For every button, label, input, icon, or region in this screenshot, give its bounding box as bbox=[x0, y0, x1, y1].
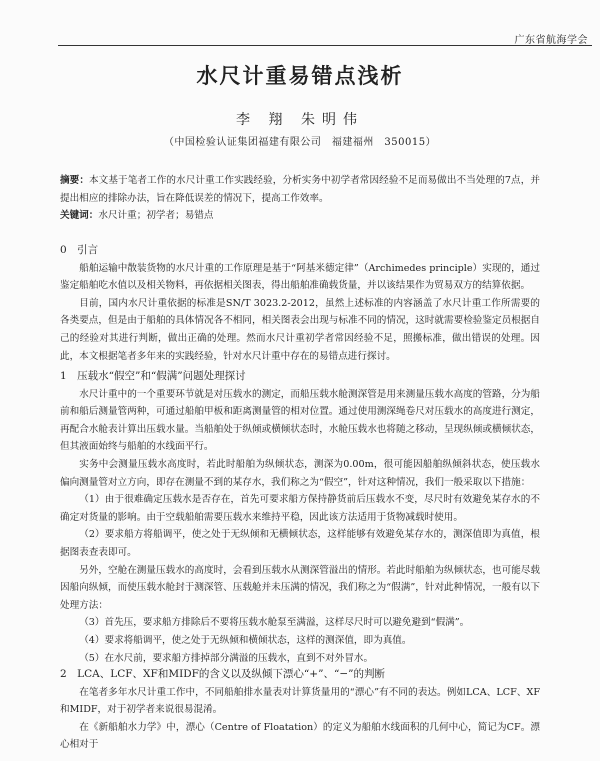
body-section-0 bbox=[60, 242, 540, 365]
paragraph: 另外，空舱在测量压载水的高度时，会看到压载水从测深管溢出的情形。若此时船舶为纵倾状态，也可能尽载因船向纵倾，而使压载水舱封于测深管、压载舱并未压满的情况，我们称之为“假满”，针对此种情况，一般有以下处理方法： bbox=[60, 564, 540, 611]
paragraph: 船舶运输中散装货物的水尺计重的工作原理是基于“阿基米德定律”（Archimedes principle）实现的，通过鉴定船舶吃水值以及相关物料，再依据相关图表，得出船舶准确载货量，并以该结果作为贸易双方的结算依据。 bbox=[60, 262, 540, 292]
paragraph: （4）要求将船调平，使之处于无纵倾和横倾状态，这样的测深值，即为真值。 bbox=[79, 634, 412, 646]
paragraph: 在《新船舶水力学》中，漂心（Centre of Floatation）的定义为船舶水线面积的几何中心，简记为CF。漂心相对于 bbox=[60, 721, 540, 751]
affiliation: （中国检验认证集团福建有限公司 福建福州 350015） bbox=[163, 137, 437, 148]
section-heading: 2 LCA、LCF、XF和MIDF的含义以及纵倾下漂心“+”、“−”的判断 bbox=[60, 668, 385, 680]
abstract-label: 摘要： bbox=[60, 175, 90, 186]
keywords-label: 关键词： bbox=[60, 210, 99, 222]
abstract bbox=[60, 172, 540, 225]
keywords-text: 水尺计重；初学者；易错点 bbox=[98, 210, 214, 222]
paragraph: 水尺计重中的一个重要环节就是对压载水的测定，而船压载水舱测深管是用来测量压载水高度的管路，分为船前和船后测量管两种，可通过船舶甲板和距离测量管的相对位置。通过使用测深绳卷尺对压载水的高度进行测定，再配合水舱表计算出压载水量。当船舶处于纵倾或横倾状态时，水舱压载水也将随之移动，呈现纵倾或横倾状态，但其液面始终与船舶的水线面平行。 bbox=[60, 388, 540, 453]
paragraph: 在笔者多年水尺计重工作中，不同船舶排水量表对计算货量用的“漂心”有不同的表达。例如LCA、LCF、XF和MIDF，对于初学者来说很易混淆。 bbox=[60, 686, 540, 716]
paragraph: 目前，国内水尺计重依据的标准是SN/T 3023.2-2012，虽然上述标准的内容涵盖了水尺计重工作所需要的各类要点，但是由于船舶的具体情况各不相同，相关图表会出现与标准不同的情况，这时就需要检验鉴定员根据自己的经验对其进行判断，做出正确的处理。然而水尺计重初学者常因经验不足，照搬标准，做出错误的处理。因此，本文根据笔者多年来的实践经验，针对水尺计重中存在的易错点进行探讨。 bbox=[60, 297, 540, 362]
paragraph: （2）要求船方将船调平，使之处于无纵倾和无横倾状态，这样能够有效避免某存水的，测深值即为真值，根据图表查表即可。 bbox=[60, 529, 540, 558]
section-heading: 1 压载水“假空”和“假满”问题处理探讨 bbox=[60, 370, 246, 382]
paper-title: 水尺计重易错点浅析 bbox=[196, 64, 404, 88]
paragraph: （3）首先压，要求船方排除后不要将压载水舱泵至满溢，这样尽尺时可以避免避到“假满”。 bbox=[79, 617, 470, 629]
body-section-1 bbox=[60, 368, 540, 667]
paragraph: （1）由于很难确定压载水是否存在，首先可要求船方保持静货前后压载水不变，尽尺时有效避免某存水的不确定对货量的影响。由于空载船舶需要压载水来维持平稳，因此该方法适用于货物减载时使用。 bbox=[60, 494, 540, 523]
header-rule bbox=[58, 45, 592, 46]
authors: 李 翔 朱明伟 bbox=[236, 112, 364, 128]
section-heading: 0 引言 bbox=[60, 244, 99, 256]
body-section-2 bbox=[60, 666, 540, 754]
abstract-text: 本文基于笔者工作的水尺计重工作实践经验，分析实务中初学者常因经验不足而易做出不当处理的7点，并提出相应的排除办法，旨在降低误差的情况下，提高工作效率。 bbox=[60, 175, 540, 204]
journal-header: 广东省航海学会 bbox=[514, 35, 588, 46]
paragraph: （5）在水尺前，要求船方排掉部分满溢的压载水，直到不对外冒水。 bbox=[79, 652, 374, 664]
paragraph: 实务中会测量压载水高度时，若此时船舶为纵倾状态，测深为0.00m，很可能因船舶纵倾斜状态，使压载水偏向测量管对立方向，即存在测量不到的某存水，我们称之为“假空”，针对这种情况，我们一般采取以下措施： bbox=[60, 458, 540, 488]
